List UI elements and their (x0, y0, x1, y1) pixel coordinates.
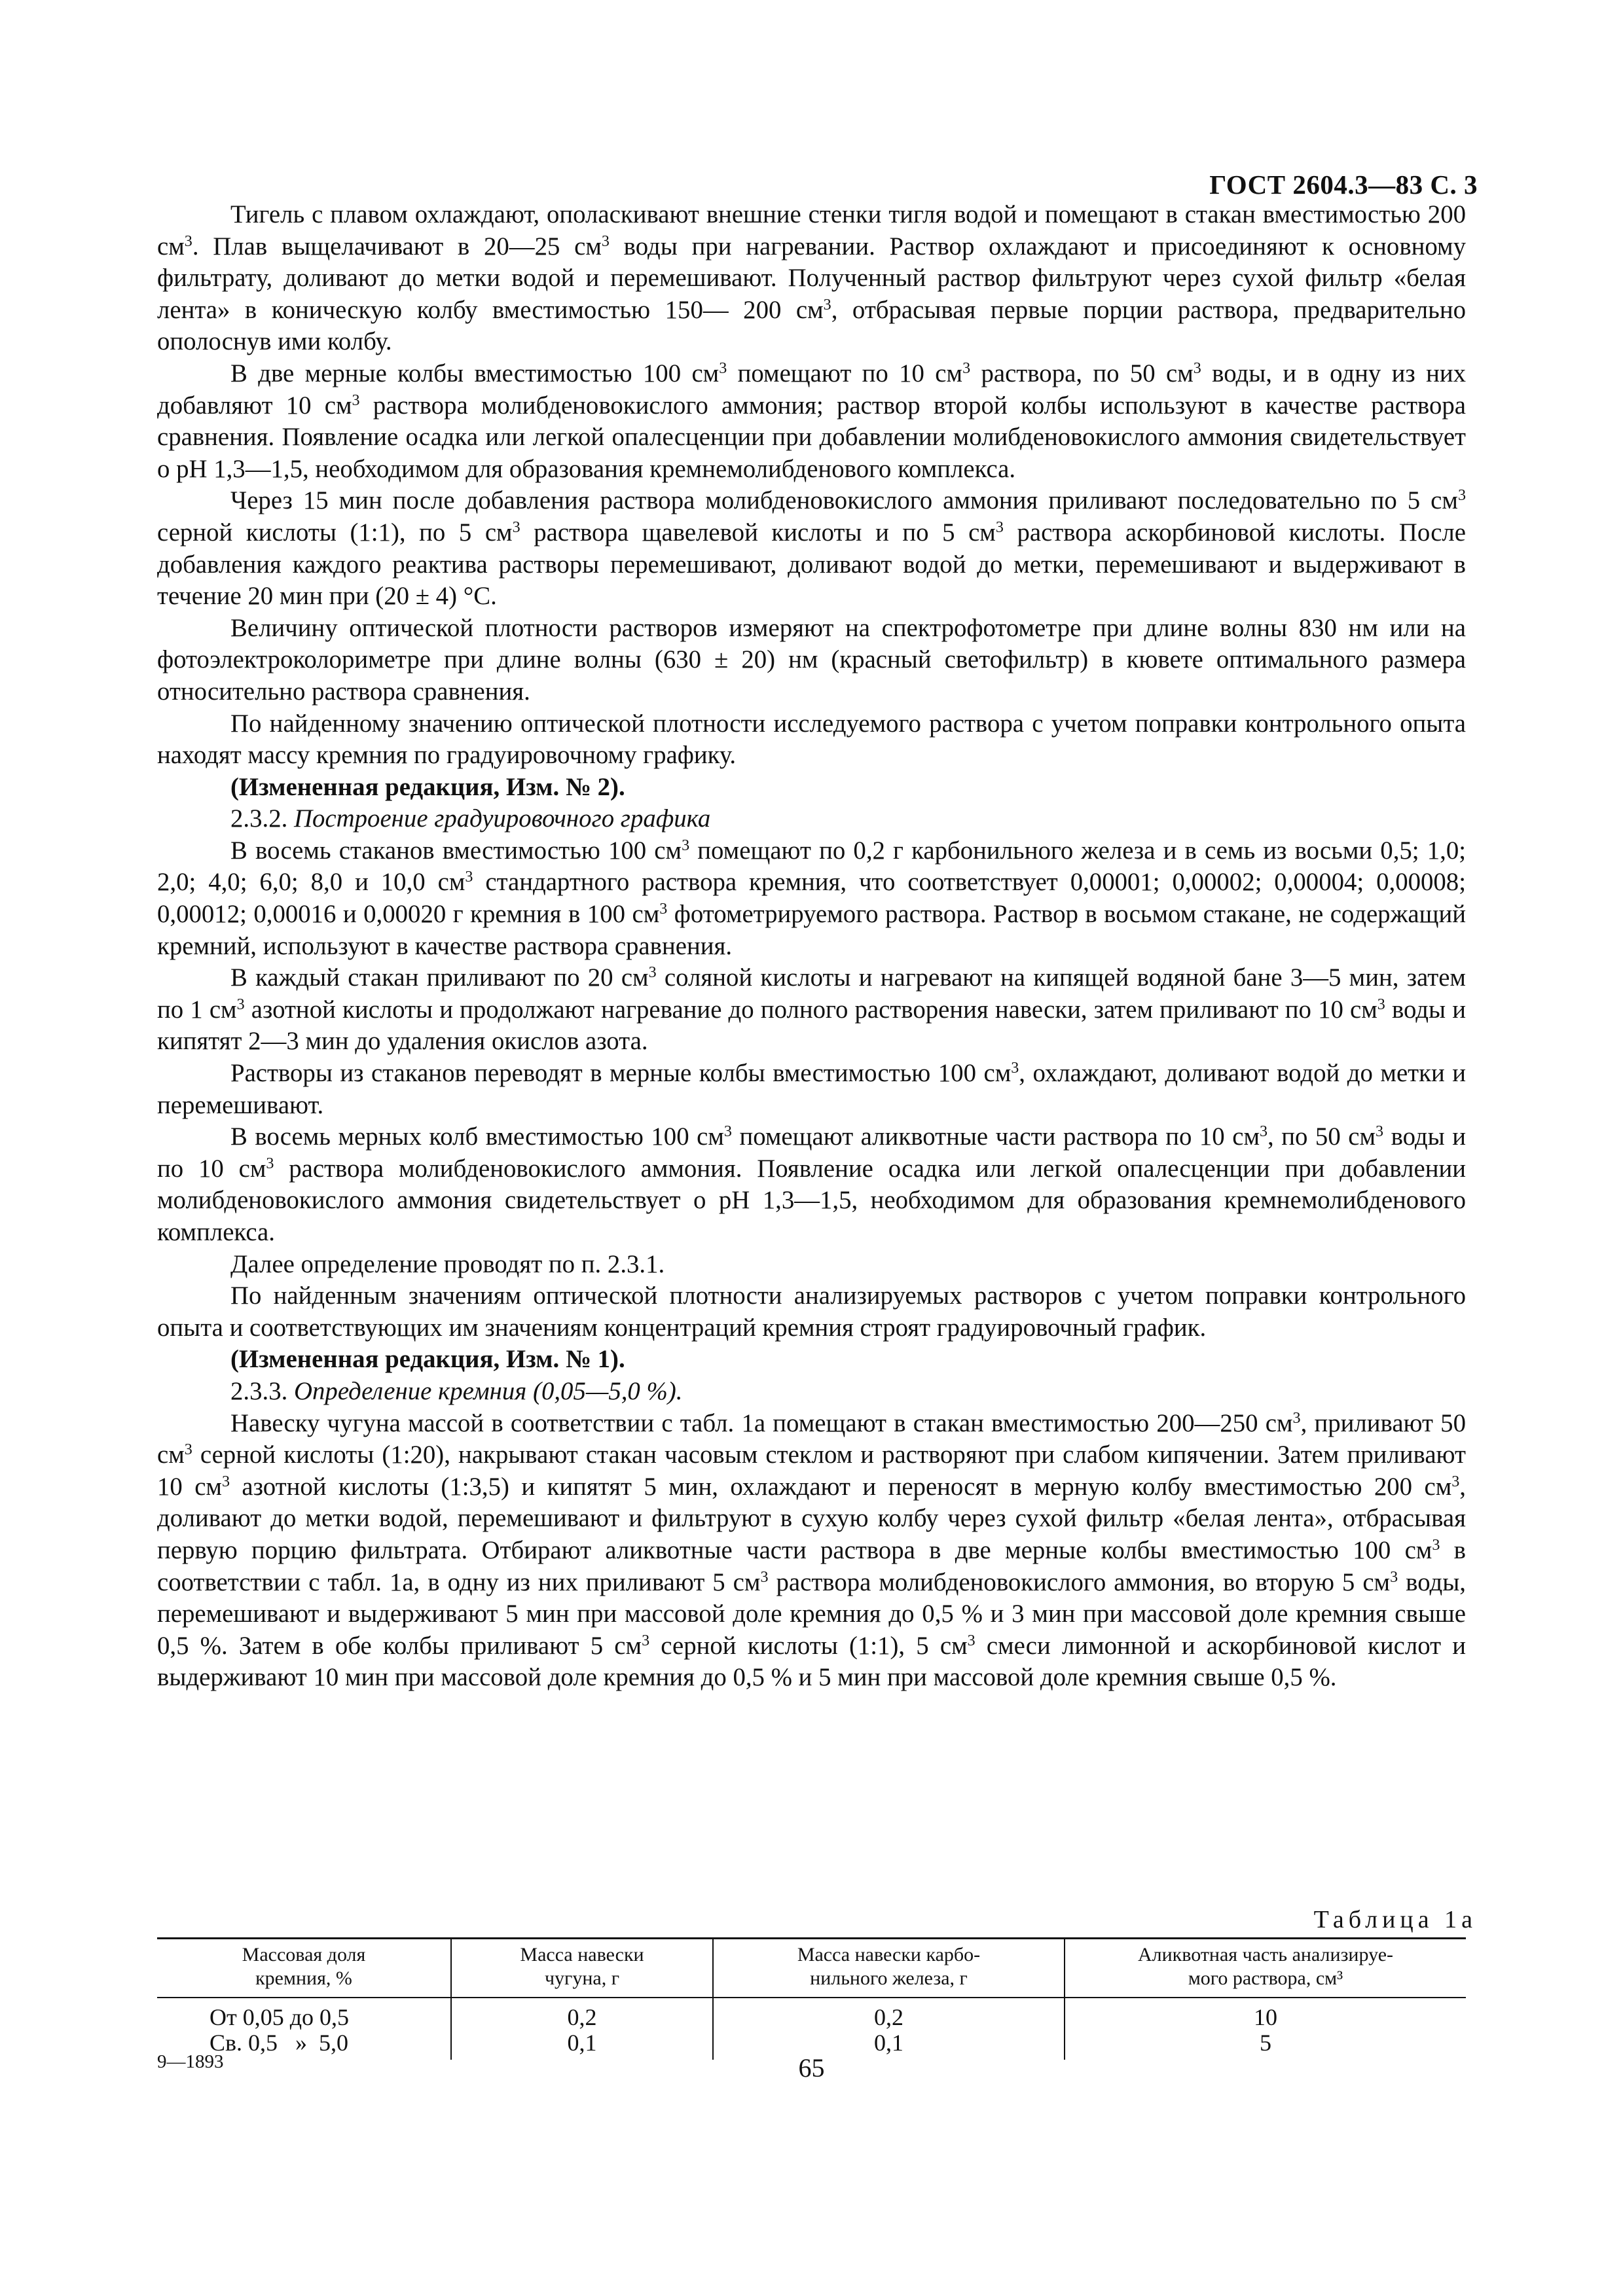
superscript: 3 (184, 232, 192, 250)
superscript: 3 (1377, 996, 1385, 1013)
column-header-cast-iron-mass: Масса навески чугуна, г (451, 1939, 713, 1998)
text-run: в соответствии с табл. 1а, в одну из них приливают 5 см (157, 1535, 1466, 1596)
table-cell: От 0,05 до 0,5 (210, 2004, 350, 2030)
superscript: 3 (266, 1155, 274, 1172)
text-run: воды при нагревании. Раствор охлаждают и присоединяют к основному фильтрату, доливают до метки водой и перемешивают. Полученный раствор фильтруют через сухой фильтр «белая лента» в коническую колбу вместимостью 150— 200 см (157, 232, 1467, 324)
column-header-aliquot: Аликвотная часть анализируе- мого раствора, см³ (1065, 1939, 1466, 1998)
paragraph (157, 835, 1466, 962)
text-run: , отбрасывая первые порции раствора, предварительно ополоснув ими колбу. (157, 295, 1466, 356)
text-run: По найденным значениям оптической плотности анализируемых растворов с учетом поправки контрольного опыта и соответствующих им значениям концентраций кремния строят градуировочный график. (157, 1282, 1466, 1342)
superscript: 3 (221, 1473, 230, 1490)
table-cell: Св. 0,5 » 5,0 (210, 2030, 349, 2056)
superscript: 3 (352, 391, 360, 409)
text-run: серной кислоты (1:20), накрывают стакан часовым стеклом и растворяют при слабом кипячении. Затем приливают 10 см (157, 1441, 1466, 1501)
paragraph (157, 1376, 1466, 1408)
paragraph (157, 1121, 1466, 1248)
text-run: Растворы из стаканов переводят в мерные колбы вместимостью 100 см (230, 1059, 1012, 1088)
text-run: В каждый стакан приливают по 20 см (230, 963, 649, 992)
superscript: 3 (512, 518, 520, 536)
text-run: воды, перемешивают и выдерживают 5 мин при массовой доле кремния до 0,5 % и 3 мин при массовой доле кремния свыше 0,5 %. Затем в обе колбы приливают 5 см (157, 1568, 1466, 1660)
text-run: Тигель с плавом охлаждают, ополаскивают внешние стенки тигля водой и помещают в стакан вместимостью 200 см (157, 200, 1466, 260)
table-cell: 10 (1065, 1998, 1466, 2030)
table-cell: 5 (1065, 2030, 1466, 2060)
text-run: стандартного раствора кремния, что соответствует 0,00001; 0,00002; 0,00004; 0,00008; 0,00012; 0,00016 и 0,00020 г кремния в 100 см (157, 868, 1466, 929)
bold-note: (Измененная редакция, Изм. № 1). (230, 1345, 625, 1374)
text-run: серной кислоты (1:1), 5 см (649, 1631, 968, 1660)
text-run: , доливают до метки водой, перемешивают и фильтруют в сухую колбу через сухой фильтр «белая лента», отбрасывая первую порцию фильтрата. Отбирают аликвотные части раствора в две мерные колбы вместимостью 100 см (157, 1472, 1466, 1564)
superscript: 3 (601, 232, 610, 250)
text-run: азотной кислоты и продолжают нагревание до полного растворения навески, затем приливают по 10 см (244, 995, 1377, 1024)
superscript: 3 (995, 518, 1004, 536)
bold-note: (Измененная редакция, Изм. № 2). (230, 772, 625, 801)
table-cell: 0,1 (451, 2030, 713, 2060)
text-run: Навеску чугуна массой в соответствии с табл. 1а помещают в стакан вместимостью 200—250 см (230, 1408, 1293, 1437)
superscript: 3 (760, 1568, 769, 1586)
document-body (157, 199, 1466, 1694)
paragraph (157, 1058, 1466, 1121)
text-run: Далее определение проводят по п. 2.3.1. (230, 1249, 665, 1278)
paragraph (157, 1408, 1466, 1694)
superscript: 3 (719, 359, 727, 377)
paragraph (157, 199, 1466, 358)
paragraph (157, 1344, 1466, 1376)
text-run: По найденному значению оптической плотности исследуемого раствора с учетом поправки контрольного опыта находят массу кремния по градуировочному графику. (157, 709, 1466, 770)
paragraph (157, 803, 1466, 835)
footer-print-code: 9—1893 (157, 2051, 224, 2072)
table-1a (157, 1937, 1466, 2060)
text-run: раствора молибденовокислого аммония, во вторую 5 см (768, 1568, 1391, 1596)
paragraph (157, 962, 1466, 1058)
text-run: раствора щавелевой кислоты и по 5 см (520, 518, 996, 547)
superscript: 3 (642, 1632, 650, 1649)
superscript: 3 (967, 1632, 976, 1649)
superscript: 3 (1457, 487, 1466, 505)
column-header-carbonyl-iron-mass: Масса навески карбо- нильного железа, г (713, 1939, 1065, 1998)
text-run: воды, и в одну из них добавляют 10 см (157, 359, 1466, 420)
superscript: 3 (723, 1123, 732, 1140)
text-run: азотной кислоты (1:3,5) и кипятят 5 мин, охлаждают и переносят в мерную колбу вместимостью 200 см (230, 1472, 1452, 1501)
page-number: 65 (798, 2053, 825, 2083)
text-run: Величину оптической плотности растворов измеряют на спектрофотометре при длине волны 830 нм или на фотоэлектроколориметре при длине волны (630 ± 20) нм (красный светофильтр) в кювете оптимального размера относительно раствора сравнения. (157, 613, 1466, 706)
paragraph (157, 613, 1466, 708)
text-run: воды и кипятят 2—3 мин до удаления окислов азота. (157, 995, 1466, 1056)
superscript: 3 (1390, 1568, 1398, 1586)
page-header: ГОСТ 2604.3—83 С. 3 (1209, 170, 1478, 200)
table-header-row (157, 1939, 1466, 1998)
superscript: 3 (1432, 1536, 1440, 1554)
paragraph (157, 485, 1466, 612)
text-run: помещают аликвотные части раствора по 10 см (731, 1122, 1260, 1151)
text-run: соляной кислоты и нагревают на кипящей водяной бане 3—5 мин, затем по 1 см (157, 963, 1466, 1024)
paragraph (157, 1249, 1466, 1281)
text-run: фотометрируемого раствора. Раствор в восьмом стакане, не содержащий кремний, используют в качестве раствора сравнения. (157, 900, 1466, 960)
text-run: помещают по 10 см (727, 359, 963, 387)
text-run: раствора молибденовокислого аммония; раствор второй колбы используют в качестве раствора сравнения. Появление осадка или легкой опалесценции при добавлении молибденовокислого аммония свидетельствует о pH 1,3—1,5, необходимом для образования кремнемолибденового комплекса. (157, 391, 1466, 483)
section-title: Построение градуировочного графика (294, 804, 711, 833)
text-run: раствора молибденовокислого аммония. Появление осадка или легкой опалесценции при добавлении молибденовокислого аммония свидетельствует о pH 1,3—1,5, необходимом для образования кремнемолибденового комплекса. (157, 1154, 1466, 1246)
column-header-silicon-fraction: Массовая доля кремния, % (157, 1939, 451, 1998)
table-cell: 0,1 (713, 2030, 1065, 2060)
table-cell: 0,2 (713, 1998, 1065, 2030)
superscript: 3 (1292, 1409, 1301, 1427)
table-cell: 0,2 (451, 1998, 713, 2030)
text-run: 2.3.2. (230, 804, 294, 833)
text-run: раствора аскорбиновой кислоты. После добавления каждого реактива растворы перемешивают, доливают водой до метки, перемешивают и выдерживают в течение 20 мин при (20 ± 4) °С. (157, 518, 1466, 611)
text-run: , охлаждают, доливают водой до метки и перемешивают. (157, 1059, 1466, 1119)
text-run: 2.3.3. (230, 1376, 294, 1405)
paragraph (157, 1280, 1466, 1344)
superscript: 3 (1011, 1059, 1019, 1077)
superscript: 3 (648, 964, 657, 982)
text-run: , по 50 см (1267, 1122, 1376, 1151)
superscript: 3 (184, 1441, 192, 1458)
text-run: В две мерные колбы вместимостью 100 см (230, 359, 720, 387)
text-run: В восемь мерных колб вместимостью 100 см (230, 1122, 724, 1151)
table-caption: Таблица 1а (1313, 1906, 1477, 1933)
text-run: воды и по 10 см (157, 1122, 1466, 1183)
section-title: Определение кремния (0,05—5,0 %). (294, 1376, 683, 1405)
text-run: , приливают 50 см (157, 1408, 1466, 1469)
text-run: . Плав выщелачивают в 20—25 см (192, 232, 602, 260)
text-run: смеси лимонной и аскорбиновой кислот и выдерживают 10 мин при массовой доле кремния до 0,5 % и 5 мин при массовой доле кремния свыше 0,5 %. (157, 1631, 1466, 1692)
superscript: 3 (659, 900, 668, 918)
text-run: раствора, по 50 см (970, 359, 1194, 387)
paragraph (157, 358, 1466, 485)
superscript: 3 (465, 869, 473, 886)
superscript: 3 (962, 359, 971, 377)
text-run: В восемь стаканов вместимостью 100 см (230, 836, 682, 865)
paragraph (157, 772, 1466, 804)
superscript: 3 (236, 996, 245, 1013)
text-run: помещают по 0,2 г карбонильного железа и в семь из восьми 0,5; 1,0; 2,0; 4,0; 6,0; 8,0 и 10,0 см (157, 836, 1466, 897)
superscript: 3 (1376, 1123, 1384, 1140)
superscript: 3 (823, 296, 831, 314)
superscript: 3 (1260, 1123, 1268, 1140)
superscript: 3 (1451, 1473, 1460, 1490)
table-row (157, 1998, 1466, 2030)
paragraph (157, 708, 1466, 772)
superscript: 3 (682, 836, 690, 854)
text-run: Через 15 мин после добавления раствора молибденовокислого аммония приливают последовательно по 5 см (230, 486, 1458, 515)
text-run: серной кислоты (1:1), по 5 см (157, 518, 513, 547)
superscript: 3 (1193, 359, 1201, 377)
